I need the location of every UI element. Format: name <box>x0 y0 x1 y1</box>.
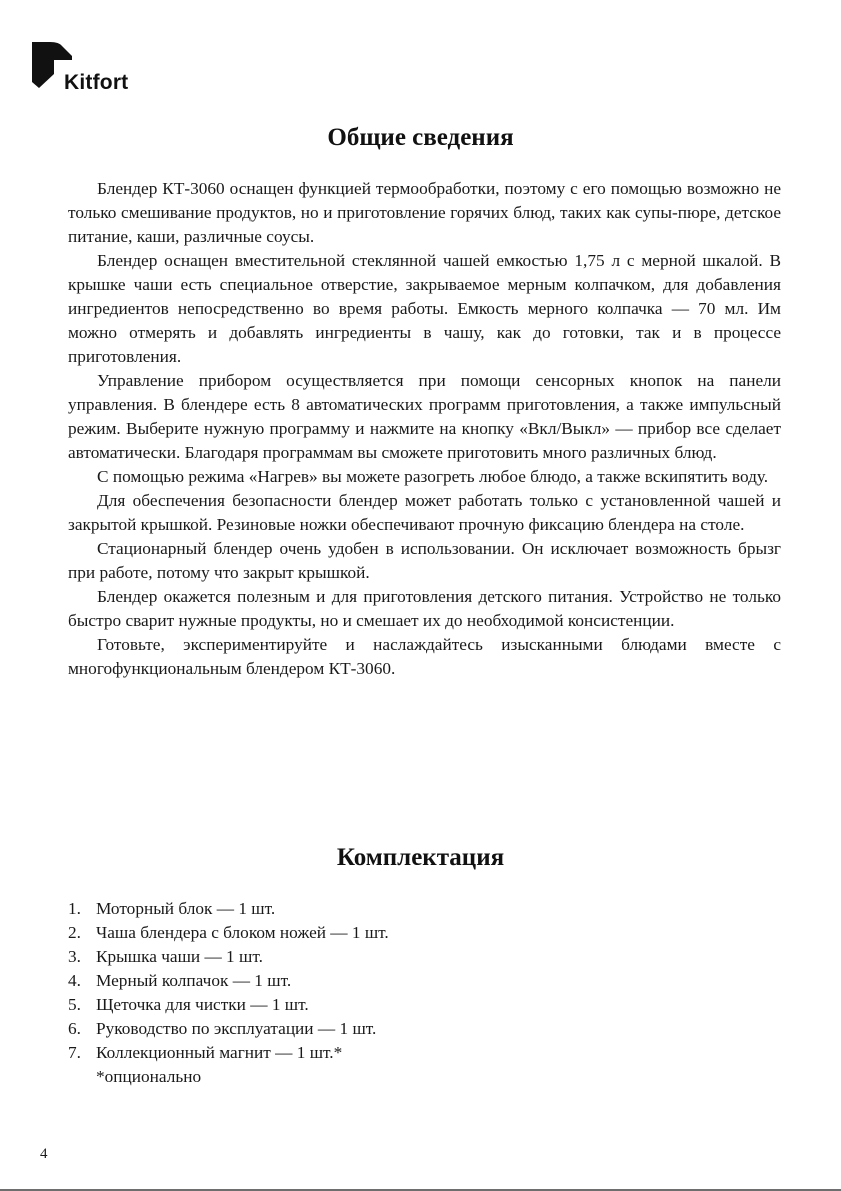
package-contents-list <box>68 897 668 1089</box>
paragraph: Блендер КТ-3060 оснащен функцией термообработки, поэтому с его помощью возможно не только смешивание продуктов, но и приготовление горячих блюд, таких как супы-пюре, детское питание, каши, различные соусы. <box>68 179 781 246</box>
list-item-text: Моторный блок — 1 шт. <box>96 899 276 918</box>
paragraph: С помощью режима «Нагрев» вы можете разогреть любое блюдо, а также вскипятить воду. <box>97 467 769 486</box>
list-item-text: Крышка чаши — 1 шт. <box>96 947 263 966</box>
paragraph: Управление прибором осуществляется при помощи сенсорных кнопок на панели управления. В блендере есть 8 автоматических программ приготовления, а также импульсный режим. Выберите нужную программу и нажмите на кнопку «Вкл/Выкл» — прибор все сделает автоматически. Благодаря программам вы сможете приготовить много различных блюд. <box>68 371 781 462</box>
paragraph: Для обеспечения безопасности блендер может работать только с установленной чашей и закрытой крышкой. Резиновые ножки обеспечивают прочную фиксацию блендера на столе. <box>68 491 781 534</box>
list-item-number: 5. <box>68 995 81 1014</box>
list-item <box>68 969 668 993</box>
list-item-text: Щеточка для чистки — 1 шт. <box>96 995 309 1014</box>
paragraph: Блендер оснащен вместительной стеклянной чашей емкостью 1,75 л с мерной шкалой. В крышке чаши есть специальное отверстие, закрываемое мерным колпачком, для добавления ингредиентов непосредственно во время работы. Емкость мерного колпачка — 70 мл. Им можно отмерять и добавлять ингредиенты в чашу, как до готовки, так и в процессе приготовления. <box>68 251 781 366</box>
list-item <box>68 945 668 969</box>
brand-logo <box>32 40 172 100</box>
paragraph: Блендер окажется полезным и для приготовления детского питания. Устройство не только быстро сварит нужные продукты, но и смешает их до необходимой консистенции. <box>68 587 781 630</box>
list-item-number: 1. <box>68 899 81 918</box>
list-item-text: Коллекционный магнит — 1 шт.* <box>96 1043 343 1062</box>
brand-name: Kitfort <box>64 71 129 94</box>
list-item-number: 4. <box>68 971 81 990</box>
list-item-text: Руководство по эксплуатации — 1 шт. <box>96 1019 377 1038</box>
list-item <box>68 993 668 1017</box>
general-info-title: Общие сведения <box>327 124 514 151</box>
list-item-number: 7. <box>68 1043 81 1062</box>
package-contents-title: Комплектация <box>336 844 505 871</box>
paragraph: Стационарный блендер очень удобен в использовании. Он исключает возможность брызг при работе, потому что закрыт крышкой. <box>68 539 781 582</box>
list-item-number: 2. <box>68 923 81 942</box>
list-item-number: 3. <box>68 947 81 966</box>
list-item <box>68 1041 668 1065</box>
list-item <box>68 921 668 945</box>
list-item-number: 6. <box>68 1019 81 1038</box>
list-item-text: Мерный колпачок — 1 шт. <box>96 971 292 990</box>
list-item <box>68 897 668 921</box>
list-item-text: Чаша блендера с блоком ножей — 1 шт. <box>96 923 389 942</box>
list-item <box>68 1017 668 1041</box>
optional-footnote: *опционально <box>96 1067 202 1086</box>
paragraph: Готовьте, экспериментируйте и наслаждайтесь изысканными блюдами вместе с многофункциональным блендером КТ-3060. <box>68 635 781 678</box>
page-number: 4 <box>40 1146 48 1162</box>
general-info-text <box>68 177 781 681</box>
